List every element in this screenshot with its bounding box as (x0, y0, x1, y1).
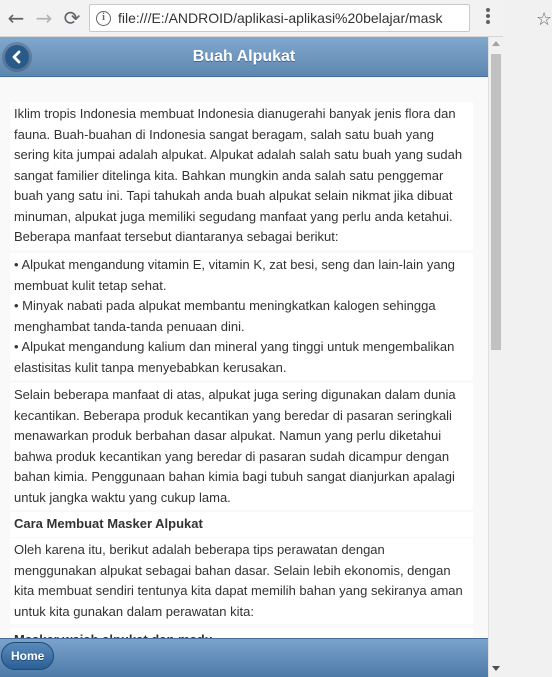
scroll-down-arrow-icon[interactable] (492, 666, 500, 671)
home-button[interactable]: Home (1, 642, 54, 670)
browser-reload-icon[interactable]: ⟳ (63, 6, 81, 30)
scroll-up-arrow-icon[interactable] (492, 41, 500, 46)
section-heading: Cara Membuat Masker Alpukat (10, 512, 473, 537)
page-title: Buah Alpukat (192, 48, 296, 65)
back-button[interactable] (5, 45, 29, 69)
address-bar-url: file:///E:/ANDROID/aplikasi-aplikasi%20belajar/mask (118, 10, 443, 26)
article-content[interactable] (0, 78, 488, 638)
app-footer (0, 638, 488, 677)
bookmark-star-icon[interactable]: ☆ (536, 9, 552, 30)
list-item: • Alpukat mengandung vitamin E, vitamin K, zat besi, seng dan lain-lain yang membuat kulit tetap sehat. (14, 257, 456, 293)
chevron-left-icon (5, 45, 29, 69)
tips-paragraph: Oleh karena itu, berikut adalah beberapa tips perawatan dengan menggunakan alpukat sebagai bahan dasar. Selain lebih ekonomis, dengan kita membuat sendiri tentunya kita dapat memilih bahan yang sekiranya aman untuk kita gunakan dalam perawatan kita: (10, 538, 473, 624)
intro-paragraph: Iklim tropis Indonesia membuat Indonesia dianugerahi banyak jenis flora dan fauna. Buah-buahan di Indonesia sangat beragam, salah satu buah yang sering kita jumpai adalah alpukat. Alpukat adalah salah satu buah yang sudah sangat familier ditelinga kita. Bahkan mungkin anda salah satu penggemar buah yang satu ini. Tapi tahukah anda buah alpukat selain nikmat jika dibuat minuman, alpukat juga memiliki segudang manfaat yang perlu anda ketahui. Beberapa manfaat tersebut diantaranya sebagai berikut: (10, 102, 473, 250)
browser-toolbar (0, 0, 552, 37)
page-scrollbar[interactable] (488, 37, 503, 677)
browser-menu-icon[interactable] (478, 8, 498, 28)
app-header (0, 37, 488, 77)
list-item: • Minyak nabati pada alpukat membantu meningkatkan kalogen sehingga menghambat tanda-tanda penuaan dini. (14, 298, 436, 334)
benefits-list (10, 253, 473, 380)
scrollbar-thumb[interactable] (491, 54, 501, 350)
page-info-icon[interactable]: i (96, 11, 111, 26)
address-bar[interactable] (89, 4, 552, 32)
beauty-paragraph: Selain beberapa manfaat di atas, alpukat juga sering digunakan dalam dunia kecantikan. Beberapa produk kecantikan yang beredar di pasaran seringkali menawarkan produk berbahan dasar alpukat. Namun yang perlu diketahui bahwa produk kecantikan yang beredar di pasaran sudah dicampur dengan bahan kimia. Penggunaan bahan kimia bagi tubuh sangat dianjurkan apalagi untuk jangka waktu yang cukup lama. (10, 383, 473, 510)
browser-forward-icon[interactable]: → (35, 6, 53, 30)
list-item: • Alpukat mengandung kalium dan mineral yang tinggi untuk mengembalikan elastisitas kulit tanpa menyebabkan kerusakan. (14, 339, 455, 375)
browser-back-icon[interactable]: ← (7, 6, 25, 30)
